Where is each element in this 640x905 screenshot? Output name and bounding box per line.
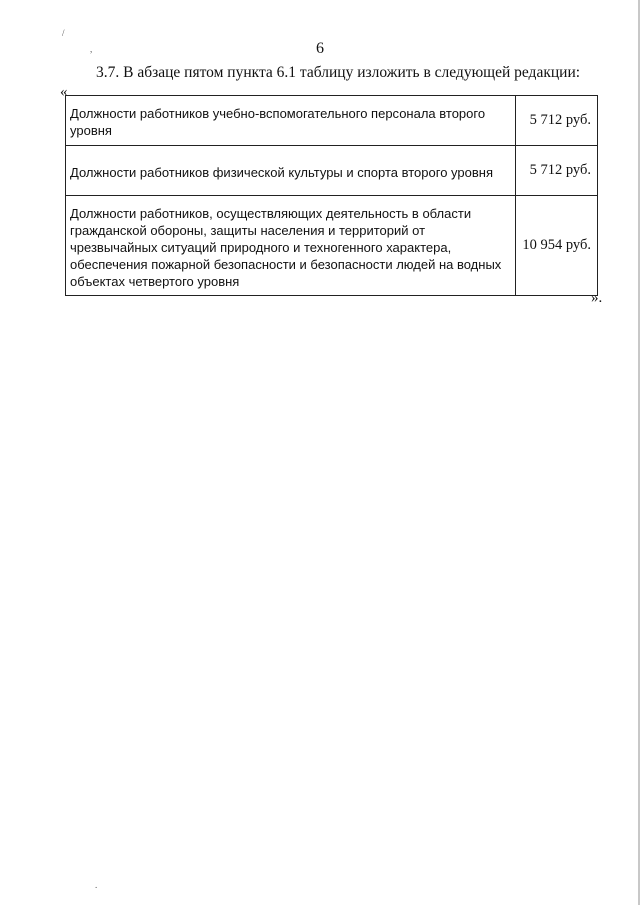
- position-description: Должности работников учебно-вспомогательного персонала второго уровня: [66, 96, 516, 146]
- amendment-paragraph: 3.7. В абзаце пятом пункта 6.1 таблицу изложить в следующей редакции:: [96, 64, 581, 81]
- salary-amount: 5 712 руб.: [516, 146, 598, 196]
- table-row: [66, 146, 598, 196]
- open-quote-mark: «: [60, 84, 68, 100]
- close-quote-mark: ».: [591, 290, 603, 306]
- scan-speck: /: [62, 28, 65, 38]
- table-row: [66, 196, 598, 296]
- salary-amount: 5 712 руб.: [516, 96, 598, 146]
- table-row: [66, 96, 598, 146]
- scan-speck: .: [95, 880, 98, 890]
- position-description: Должности работников физической культуры и спорта второго уровня: [66, 146, 516, 196]
- page-number: 6: [316, 40, 324, 57]
- scan-speck: ,: [90, 44, 93, 54]
- salary-table: [65, 95, 598, 296]
- position-description: Должности работников, осуществляющих деятельность в области гражданской обороны, защиты населения и территорий от чрезвычайных ситуаций природного и техногенного характера, обеспечения пожарной безопасности и безопасности людей на водных объектах четвертого уровня: [66, 196, 516, 296]
- salary-amount: 10 954 руб.: [516, 196, 598, 296]
